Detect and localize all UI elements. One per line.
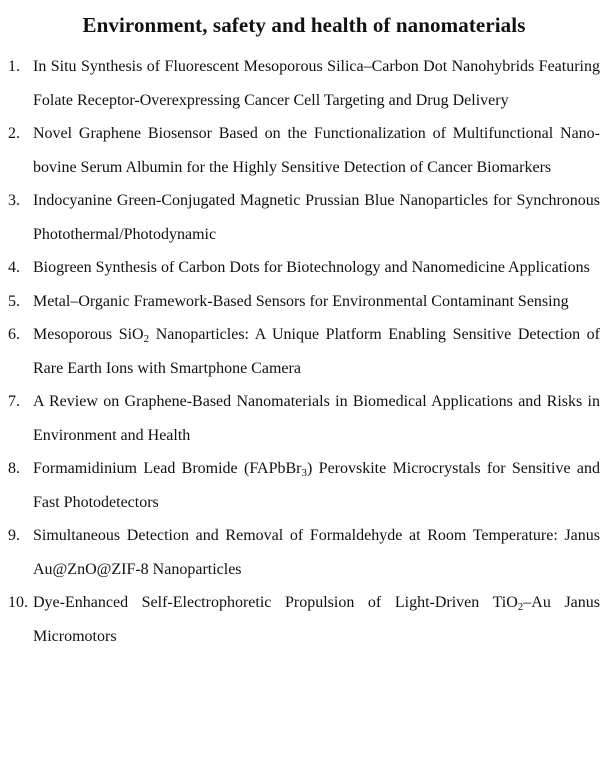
list-item (8, 318, 600, 385)
page-title: Environment, safety and health of nanomaterials (82, 13, 526, 37)
title-text-segment: ) Perovskite Microcrystals for Sensitive and Fast Photodetectors (33, 460, 600, 511)
list-item-number: 1. (8, 58, 20, 75)
list-item-number: 2. (8, 125, 20, 142)
list-item (8, 519, 600, 586)
title-text-segment: Metal–Organic Framework-Based Sensors for Environmental Contaminant Sensing (33, 292, 569, 310)
list-item-number: 8. (8, 460, 20, 477)
list-item-title (33, 594, 600, 645)
list-item-title (33, 460, 600, 511)
title-text-segment: Novel Graphene Biosensor Based on the Functionalization of Multifunctional Nano-bovine Serum Albumin for the Highly Sensitive Detection of Cancer Biomarkers (33, 125, 600, 176)
title-text-segment: Biogreen Synthesis of Carbon Dots for Biotechnology and Nanomedicine Applications (33, 259, 590, 276)
title-text-segment: Formamidinium Lead Bromide (FAPbBr (33, 460, 302, 477)
title-text-segment: Nanoparticles: A Unique Platform Enabling Sensitive Detection of Rare Earth Ions with Smartphone Camera (33, 326, 600, 377)
list-item (8, 452, 600, 519)
title-text-segment: Mesoporous SiO (33, 326, 144, 343)
title-text-segment: Simultaneous Detection and Removal of Formaldehyde at Room Temperature: Janus Au@ZnO@ZIF-8 Nanoparticles (33, 527, 600, 578)
reference-list (8, 50, 600, 653)
list-item-number: 10. (8, 594, 28, 611)
title-text-segment: Dye-Enhanced Self-Electrophoretic Propulsion of Light-Driven TiO (33, 594, 518, 611)
list-item (8, 184, 600, 251)
list-item-title (33, 58, 600, 109)
subscript-text: 2 (143, 333, 150, 345)
list-item-title (33, 293, 569, 310)
list-item-number: 7. (8, 393, 20, 410)
list-item-number: 3. (8, 192, 20, 209)
list-item (8, 586, 600, 653)
list-item-title (33, 125, 600, 176)
list-item-number: 6. (8, 326, 20, 343)
list-item (8, 50, 600, 117)
list-item-number: 9. (8, 527, 20, 544)
list-item-title (33, 527, 600, 578)
title-text-segment: Indocyanine Green-Conjugated Magnetic Prussian Blue Nanoparticles for Synchronous Photothermal/Photodynamic (33, 192, 600, 243)
list-item-title (33, 259, 590, 276)
list-item-number: 4. (8, 259, 20, 276)
list-item-number: 5. (8, 292, 20, 310)
list-item-title (33, 192, 600, 243)
list-item (8, 251, 600, 285)
subscript-text: 2 (517, 601, 524, 613)
list-item (8, 285, 600, 319)
list-item-title (33, 326, 600, 377)
title-text-segment: –Au Janus Micromotors (33, 594, 601, 645)
title-text-segment: A Review on Graphene-Based Nanomaterials in Biomedical Applications and Risks in Environment and Health (33, 393, 600, 444)
title-text-segment: In Situ Synthesis of Fluorescent Mesoporous Silica–Carbon Dot Nanohybrids Featuring Folate Receptor-Overexpressing Cancer Cell Targeting and Drug Delivery (33, 58, 600, 109)
list-item (8, 117, 600, 184)
list-item-title (33, 393, 600, 444)
subscript-text: 3 (301, 467, 307, 479)
list-item (8, 385, 600, 452)
